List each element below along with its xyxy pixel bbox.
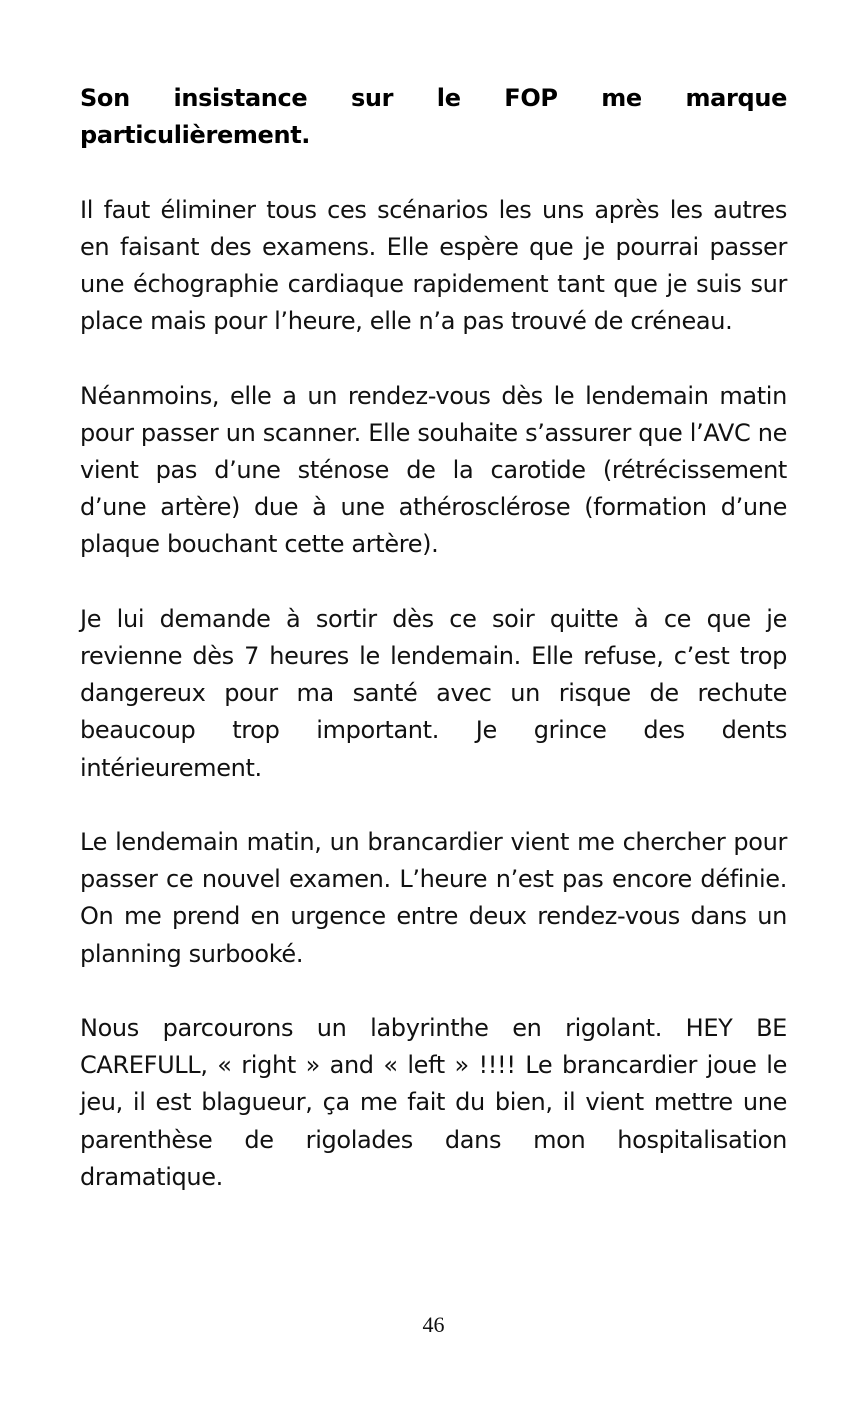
paragraph: Le lendemain matin, un brancardier vient me chercher pour passer ce nouvel examen. L’heure n’est pas encore définie. On me prend en urgence entre deux rendez-vous dans un planning surbooké. bbox=[80, 828, 787, 968]
page-body bbox=[80, 80, 787, 1233]
paragraph-heading: Son insistance sur le FOP me marque particulièrement. bbox=[80, 84, 787, 150]
paragraph: Je lui demande à sortir dès ce soir quitte à ce que je revienne dès 7 heures le lendemain. Elle refuse, c’est trop dangereux pour ma santé avec un risque de rechute beaucoup trop important. Je grince des dents intérieurement. bbox=[80, 604, 787, 782]
paragraph: Nous parcourons un labyrinthe en rigolant. HEY BE CAREFULL, « right » and « left » !!!! Le brancardier joue le jeu, il est blagueur, ça me fait du bien, il vient mettre une parenthèse de rigolades dans mon hospitalisation dramatique. bbox=[80, 1014, 787, 1191]
paragraph: Il faut éliminer tous ces scénarios les uns après les autres en faisant des examens. Elle espère que je pourrai passer une échographie cardiaque rapidement tant que je suis sur place mais pour l’heure, elle n’a pas trouvé de créneau. bbox=[80, 195, 787, 336]
page-number: 46 bbox=[422, 1312, 445, 1337]
paragraph: Néanmoins, elle a un rendez-vous dès le lendemain matin pour passer un scanner. Elle souhaite s’assurer que l’AVC ne vient pas d’une sténose de la carotide (rétrécissement d’une artère) due à une athérosclérose (formation d’une plaque bouchant cette artère). bbox=[80, 381, 787, 559]
